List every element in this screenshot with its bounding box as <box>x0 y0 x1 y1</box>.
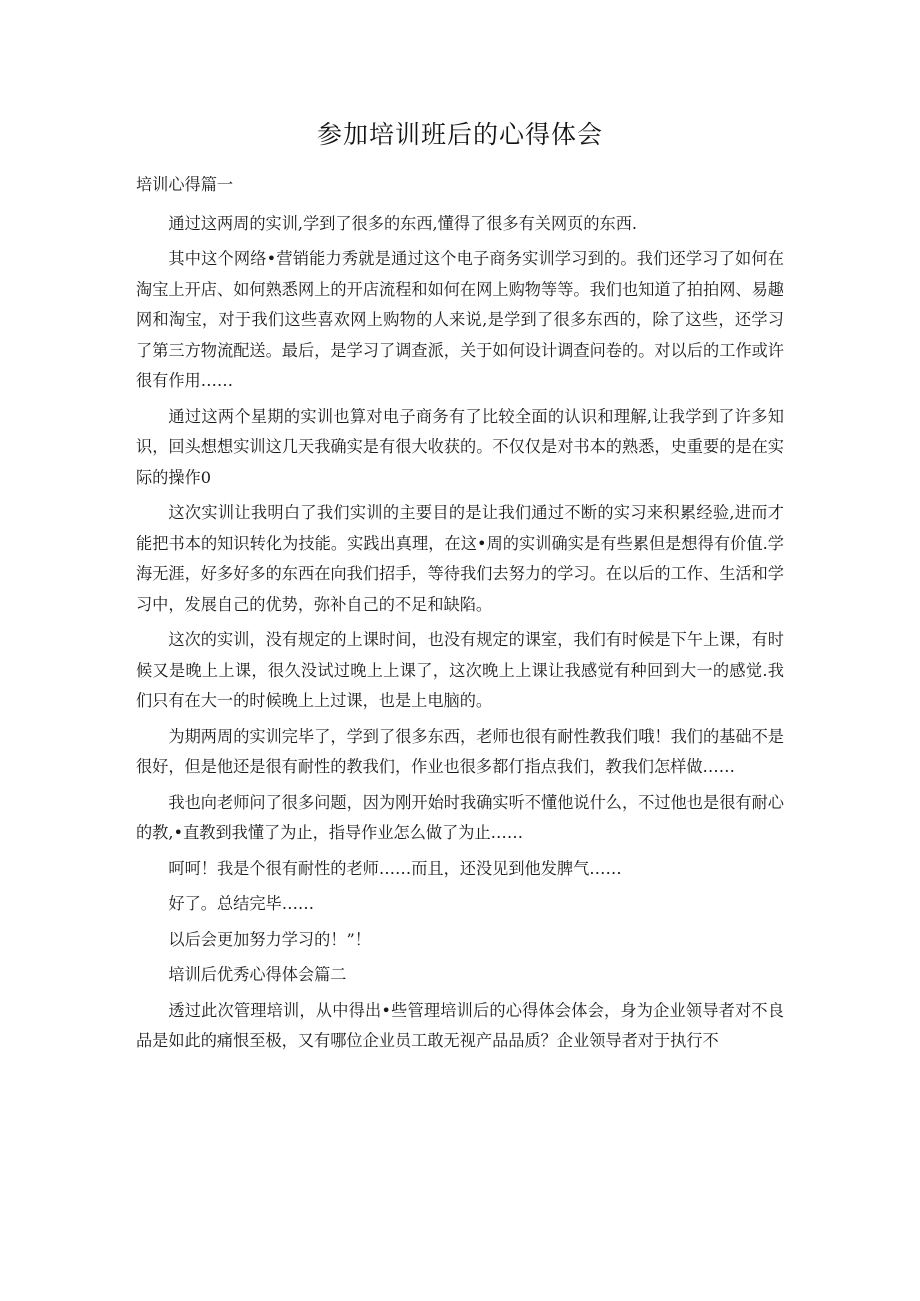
paragraph: 透过此次管理培训，从中得出•些管理培训后的心得体会体会，身为企业领导者对不良品是如此的痛恨至极，又有哪位企业员工敢无视产品品质？企业领导者对于执行不 <box>136 1000 784 1050</box>
paragraph: 通过这两周的实训,学到了很多的东西,懂得了很多有关网页的东西. <box>168 213 638 233</box>
paragraph: 好了。总结完毕…… <box>168 894 315 913</box>
paragraph: 其中这个网络•营销能力秀就是通过这个电子商务实训学习到的。我们还学习了如何在淘宝上开店、如何熟悉网上的开店流程和如何在网上购物等等。我们也知道了拍拍网、易趣网和淘宝，对于我们这些喜欢网上购物的人来说,是学到了很多东西的，除了这些，还学习了第三方物流配送。最后，是学习了调查派，关于如何设计调查问卷的。对以后的工作或许很有作用…… <box>136 249 784 390</box>
paragraph: 以后会更加努力学习的！”！ <box>168 929 371 949</box>
paragraph: 我也向老师问了很多问题，因为刚开始时我确实听不懂他说什么，不过他也是很有耐心的教,•直教到我懂了为止，指导作业怎么做了为止…… <box>136 792 784 842</box>
section-heading: 培训心得篇一 <box>136 175 234 194</box>
paragraph: 呵呵！我是个很有耐性的老师……而且，还没见到他发脾气…… <box>168 858 622 878</box>
document-body <box>136 170 784 1062</box>
paragraph: 通过这两个星期的实训也算对电子商务有了比较全面的认识和理解,让我学到了许多知识，回头想想实训这几天我确实是有很大收获的。不仅仅是对书本的熟悉，史重要的是在实际的操作0 <box>136 406 784 487</box>
paragraph: 这次实训让我明白了我们实训的主要目的是让我们通过不断的实习来积累经验,进而才能把书本的知识转化为技能。实践出真理，在这•周的实训确实是有些累但是想得有价值.学海无涯，好多好多的东西在向我们招手，等待我们去努力的学习。在以后的工作、生活和学习中，发展自己的优势，弥补自己的不足和缺陷。 <box>136 503 784 614</box>
section-heading: 培训后优秀心得体会篇二 <box>168 965 347 984</box>
paragraph: 这次的实训，没有规定的上课时间，也没有规定的课室，我们有时候是下午上课，有时候又是晚上上课，很久没试过晚上上课了，这次晚上上课让我感觉有种回到大一的感觉.我们只有在大一的时候晚上上过课，也是上电脑的。 <box>136 630 784 710</box>
document-title: 参加培训班后的心得体会 <box>316 120 603 149</box>
paragraph: 为期两周的实训完毕了，学到了很多东西，老师也很有耐性教我们哦！我们的基础不是很好，但是他还是很有耐性的教我们，作业也很多都仃指点我们，教我们怎样做…… <box>136 726 784 776</box>
